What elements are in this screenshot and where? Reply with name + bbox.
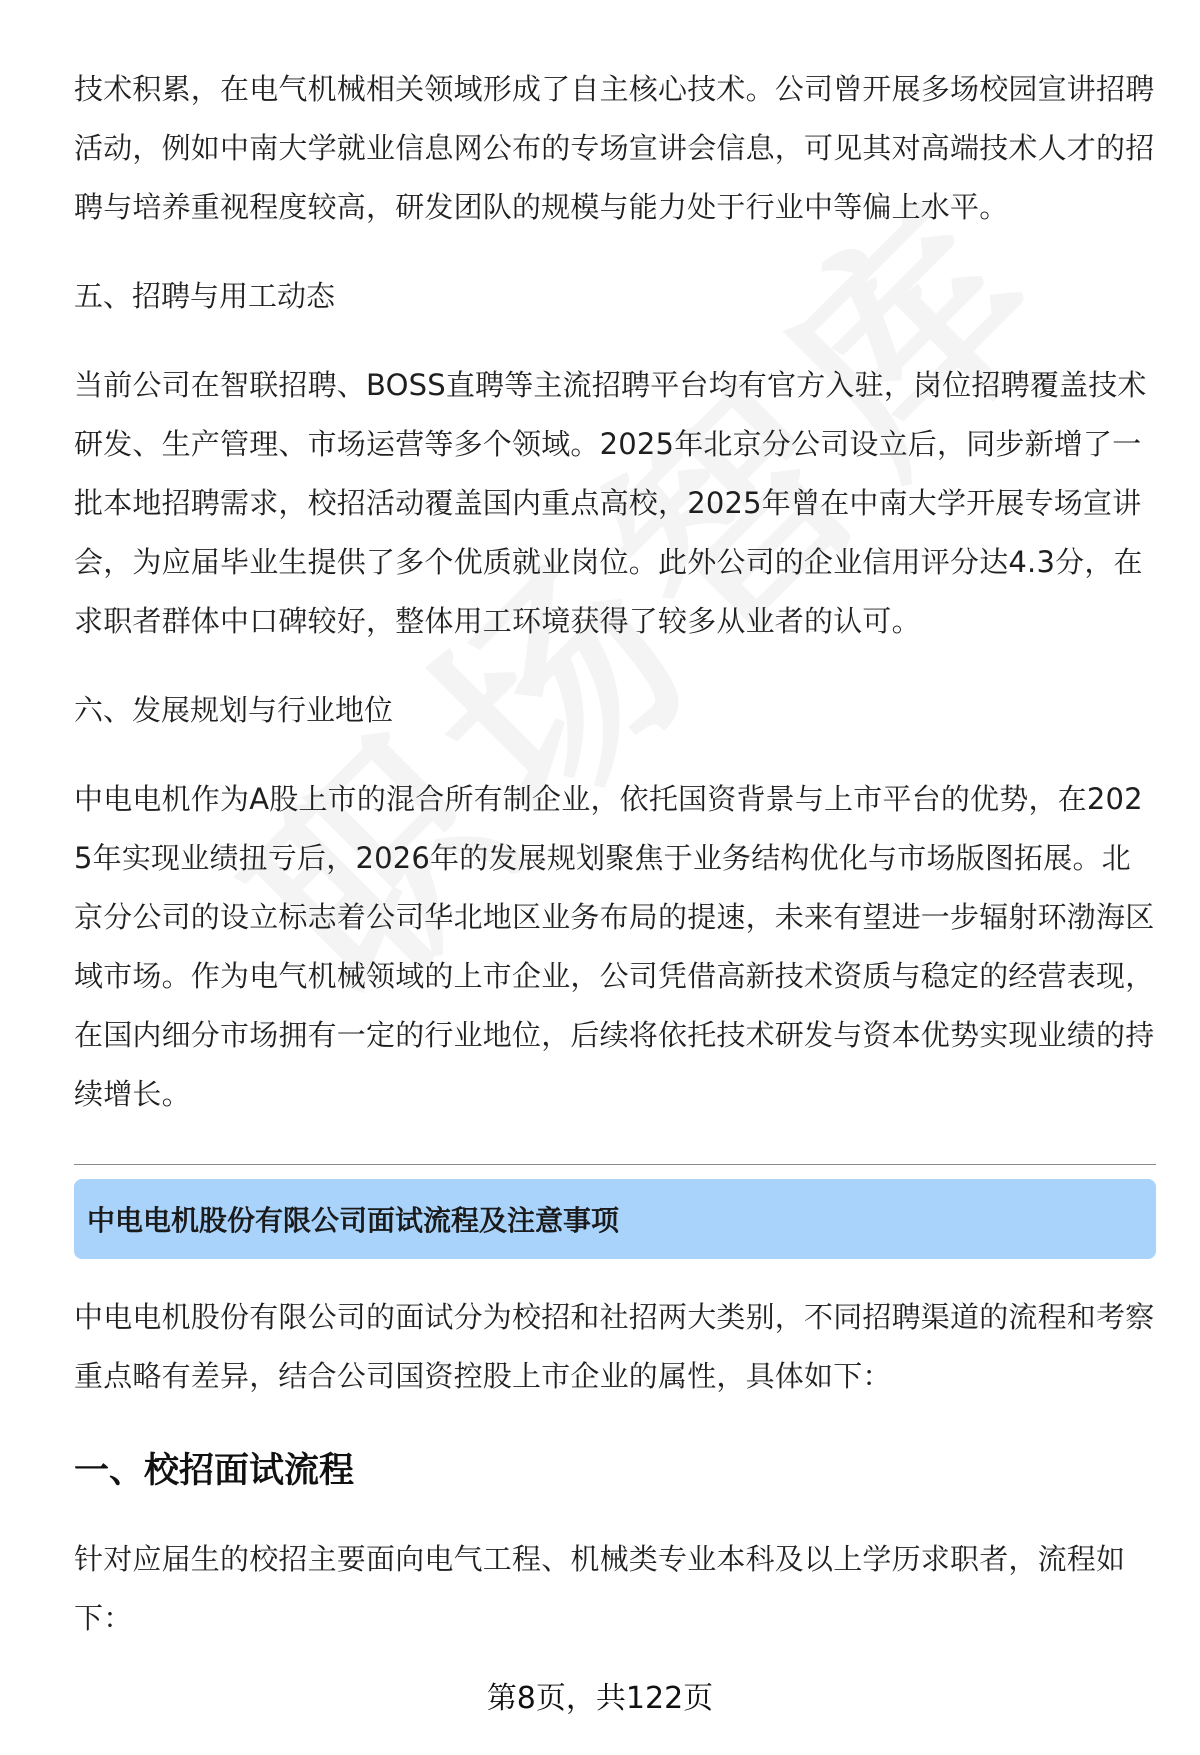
paragraph-campus-intro: 针对应届生的校招主要面向电气工程、机械类专业本科及以上学历求职者，流程如下： xyxy=(74,1542,1126,1635)
paragraph-recruitment: 当前公司在智联招聘、BOSS直聘等主流招聘平台均有官方入驻，岗位招聘覆盖技术研发、生产管理、市场运营等多个领域。2025年北京分公司设立后，同步新增了一批本地招聘需求，校招活动覆盖国内重点高校，2025年曾在中南大学开展专场宣讲会，为应届毕业生提供了多个优质就业岗位。此外公司的企业信用评分达4.3分，在求职者群体中口碑较好，整体用工环境获得了较多从业者的认可。 xyxy=(74,368,1147,638)
heading-development-plan: 六、发展规划与行业地位 xyxy=(74,693,394,727)
document-body xyxy=(74,60,1156,1648)
paragraph-tech-accumulation: 技术积累，在电气机械相关领域形成了自主核心技术。公司曾开展多场校园宣讲招聘活动，例如中南大学就业信息网公布的专场宣讲会信息，可见其对高端技术人才的招聘与培养重视程度较高，研发团队的规模与能力处于行业中等偏上水平。 xyxy=(74,72,1155,224)
section-banner-interview: 中电电机股份有限公司面试流程及注意事项 xyxy=(74,1179,1156,1259)
paragraph-interview-intro: 中电电机股份有限公司的面试分为校招和社招两大类别，不同招聘渠道的流程和考察重点略有差异，结合公司国资控股上市企业的属性，具体如下： xyxy=(74,1300,1155,1393)
heading-campus-interview-process: 一、校招面试流程 xyxy=(74,1451,355,1491)
section-divider xyxy=(74,1164,1156,1165)
heading-recruitment-dynamics: 五、招聘与用工动态 xyxy=(74,279,336,313)
page-number: 第8页，共122页 xyxy=(486,1681,714,1716)
paragraph-development: 中电电机作为A股上市的混合所有制企业，依托国资背景与上市平台的优势，在2025年实现业绩扭亏后，2026年的发展规划聚焦于业务结构优化与市场版图拓展。北京分公司的设立标志着公司华北地区业务布局的提速，未来有望进一步辐射环渤海区域市场。作为电气机械领域的上市企业，公司凭借高新技术资质与稳定的经营表现，在国内细分市场拥有一定的行业地位，后续将依托技术研发与资本优势实现业绩的持续增长。 xyxy=(74,782,1155,1111)
